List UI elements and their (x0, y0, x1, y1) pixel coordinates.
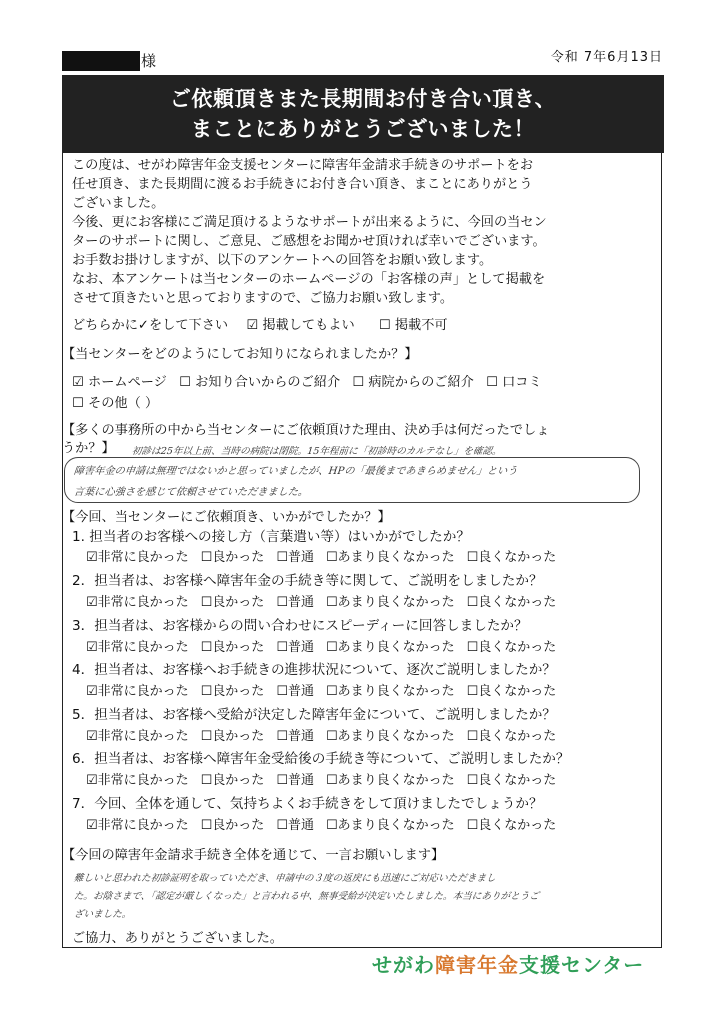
option-good[interactable]: ☐良かった (200, 550, 265, 565)
consent-no-checkbox[interactable]: ☐ 掲載不可 (378, 318, 448, 333)
source-acquaintance-checkbox[interactable]: ☐ お知り合いからのご紹介 (179, 375, 341, 390)
option-not-good[interactable]: ☐良くなかった (466, 595, 557, 610)
intro-line: この度は、せがわ障害年金支援センターに障害年金請求手続きのサポートをお (72, 158, 534, 173)
intro-line: なお、本アンケートは当センターのホームページの「お客様の声」として掲載を (72, 272, 546, 287)
option-not-very-good[interactable]: ☐あまり良くなかった (325, 595, 455, 610)
option-average[interactable]: ☐普通 (276, 773, 314, 788)
option-very-good[interactable]: ☑非常に良かった (86, 595, 189, 610)
intro-line: お手数お掛けしますが、以下のアンケートへの回答をお願い致します。 (72, 253, 493, 268)
option-very-good[interactable]: ☑非常に良かった (86, 550, 189, 565)
question-4-title: 4．担当者は、お客様へお手続きの進捗状況について、逐次ご説明しましたか？ (72, 662, 556, 678)
consent-prompt: どちらかに✓をして下さい (72, 318, 229, 333)
option-good[interactable]: ☐良かった (200, 684, 265, 699)
question-2-title: 2．担当者は、お客様へ障害年金の手続き等に関して、ご説明をしましたか？ (72, 573, 543, 589)
option-average[interactable]: ☐普通 (276, 818, 314, 833)
reason-handwriting-1: 初診は25年以上前、当時の病院は閉院。15年程前に「初診時のカルテなし」を確認。 (131, 446, 503, 457)
option-average[interactable]: ☐普通 (276, 640, 314, 655)
comment-handwriting-1: 難しいと思われた初診証明を取っていただき、申請中の３度の返戻にも迅速にご対応いただきまし (73, 873, 497, 884)
question-6-options (86, 772, 568, 790)
option-not-good[interactable]: ☐良くなかった (466, 640, 557, 655)
option-good[interactable]: ☐良かった (200, 729, 265, 744)
option-average[interactable]: ☐普通 (276, 729, 314, 744)
reason-heading-1: 【多くの事務所の中から当センターにご依頼頂けた理由、決め手は何だったでしょ (62, 423, 550, 438)
option-not-very-good[interactable]: ☐あまり良くなかった (325, 773, 455, 788)
option-very-good[interactable]: ☑非常に良かった (86, 640, 189, 655)
option-good[interactable]: ☐良かった (200, 818, 265, 833)
reason-heading-2: うか？】 (62, 441, 115, 456)
option-not-very-good[interactable]: ☐あまり良くなかった (325, 818, 455, 833)
center-logo (372, 949, 644, 978)
question-3-title: 3．担当者は、お客様からの問い合わせにスピーディーに回答しましたか？ (72, 618, 528, 634)
question-6-title: 6．担当者は、お客様へ障害年金受給後の手続き等について、ご説明しましたか？ (72, 751, 570, 767)
banner-line-2: まことにありがとうございました！ (191, 117, 535, 141)
intro-line: 今後、更にお客様にご満足頂けるようなサポートが出来るように、今回の当セン (72, 215, 547, 230)
question-3-options (86, 639, 568, 657)
option-good[interactable]: ☐良かった (200, 773, 265, 788)
title-banner (62, 75, 664, 153)
option-good[interactable]: ☐良かった (200, 640, 265, 655)
survey-heading: 【今回、当センターにご依頼頂き、いかがでしたか？】 (62, 510, 391, 525)
date: 令和 7年6月13日 (550, 50, 663, 65)
option-not-good[interactable]: ☐良くなかった (466, 550, 557, 565)
footer-thanks: ご協力、ありがとうございました。 (72, 931, 283, 946)
source-other-checkbox[interactable]: ☐ その他（ ） (72, 396, 159, 411)
option-average[interactable]: ☐普通 (276, 550, 314, 565)
source-heading: 【当センターをどのようにしてお知りになられましたか？】 (62, 347, 418, 362)
source-homepage-checkbox[interactable]: ☑ ホームページ (72, 375, 167, 390)
logo-part-3: 支援センター (519, 953, 645, 977)
reason-handwriting-2: 障害年金の申請は無理ではないかと思っていましたが、HPの「最後まであきらめません」という (73, 466, 518, 477)
option-not-good[interactable]: ☐良くなかった (466, 773, 557, 788)
question-4-options (86, 683, 568, 701)
option-not-good[interactable]: ☐良くなかった (466, 684, 557, 699)
intro-line: ございました。 (72, 196, 165, 211)
question-2-options (86, 594, 568, 612)
intro-text (72, 156, 662, 308)
option-not-very-good[interactable]: ☐あまり良くなかった (325, 550, 455, 565)
question-5-options (86, 728, 568, 746)
option-average[interactable]: ☐普通 (276, 595, 314, 610)
option-not-very-good[interactable]: ☐あまり良くなかった (325, 729, 455, 744)
option-very-good[interactable]: ☑非常に良かった (86, 818, 189, 833)
option-very-good[interactable]: ☑非常に良かった (86, 773, 189, 788)
option-good[interactable]: ☐良かった (200, 595, 265, 610)
question-1-options (86, 549, 568, 567)
question-1-title: 1. 担当者のお客様への接し方（言葉遣い等）はいかがでしたか？ (72, 529, 470, 545)
option-not-good[interactable]: ☐良くなかった (466, 818, 557, 833)
option-not-good[interactable]: ☐良くなかった (466, 729, 557, 744)
option-very-good[interactable]: ☑非常に良かった (86, 729, 189, 744)
intro-line: 任せ頂き、また長期間に渡るお手続きにお付き合い頂き、まことにありがとう (72, 177, 533, 192)
option-average[interactable]: ☐普通 (276, 684, 314, 699)
banner-line-1: ご依頼頂きまた長期間お付き合い頂き、 (169, 87, 557, 111)
source-hospital-checkbox[interactable]: ☐ 病院からのご紹介 (352, 375, 474, 390)
comment-handwriting-2: た。お陰さまで、「認定が厳しくなった」と言われる中、無事受給が決定いたしました。本当にありがとうご (73, 891, 540, 902)
redacted-name (62, 51, 140, 71)
intro-line: ターのサポートに関し、ご意見、ご感想をお聞かせ頂ければ幸いでございます。 (72, 234, 546, 249)
source-wordofmouth-checkbox[interactable]: ☐ 口コミ (486, 375, 542, 390)
honorific: 様 (141, 52, 157, 70)
source-options-row (72, 373, 550, 392)
option-very-good[interactable]: ☑非常に良かった (86, 684, 189, 699)
question-5-title: 5．担当者は、お客様へ受給が決定した障害年金について、ご説明しましたか？ (72, 707, 556, 723)
comment-heading: 【今回の障害年金請求手続き全体を通じて、一言お願いします】 (62, 848, 445, 863)
consent-row (72, 316, 454, 336)
intro-line: させて頂きたいと思っておりますので、ご協力お願い致します。 (72, 291, 454, 306)
option-not-very-good[interactable]: ☐あまり良くなかった (325, 684, 455, 699)
consent-yes-checkbox[interactable]: ☑ 掲載してもよい (246, 318, 355, 333)
question-7-title: 7．今回、全体を通して、気持ちよくお手続きをして頂けましたでしょうか？ (72, 796, 543, 812)
reason-handwriting-3: 言葉に心強さを感じて依頼させていただきました。 (73, 487, 309, 498)
logo-part-1: せがわ (372, 953, 435, 977)
logo-part-2: 障害年金 (435, 953, 519, 977)
option-not-very-good[interactable]: ☐あまり良くなかった (325, 640, 455, 655)
comment-handwriting-3: ざいました。 (73, 909, 132, 920)
question-7-options (86, 817, 568, 835)
